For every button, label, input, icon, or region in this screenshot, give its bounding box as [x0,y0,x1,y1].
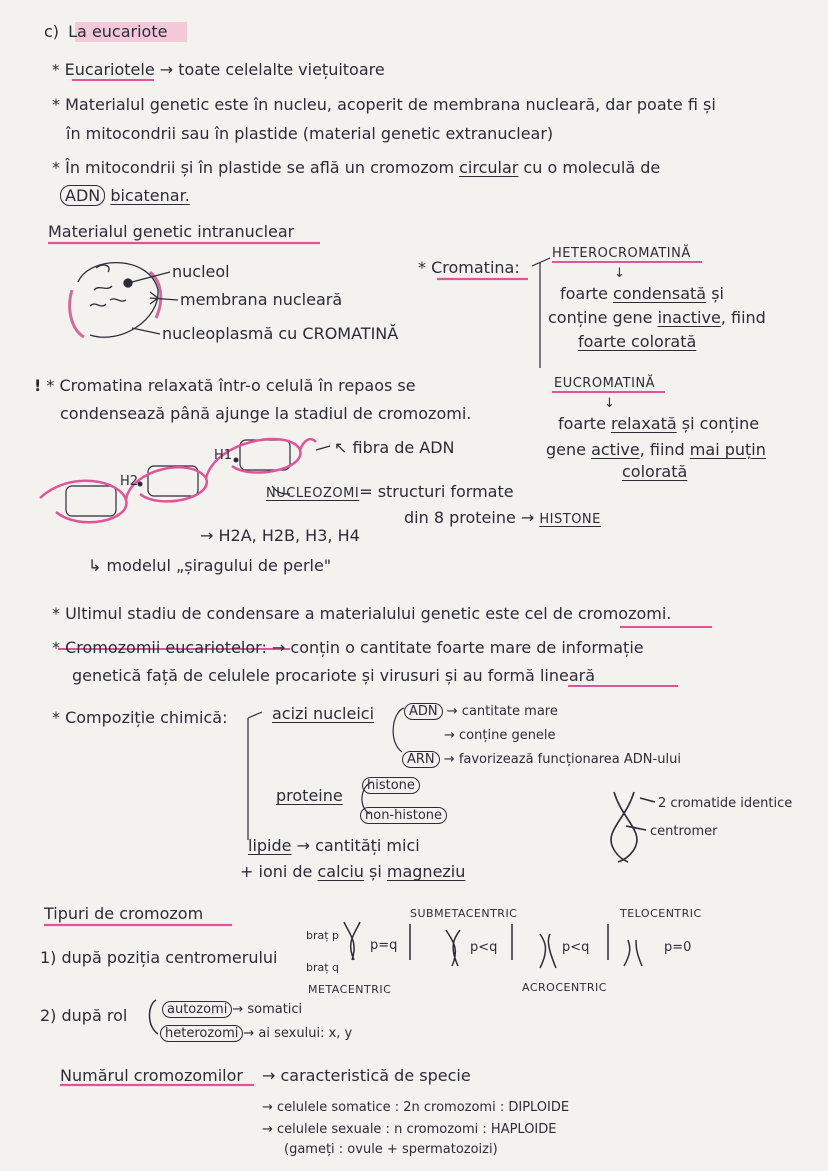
nonhistone-pill-row [360,806,447,826]
ioni-row [240,862,465,882]
hetero-note: → ai sexului: x, y [243,1026,353,1041]
cromatina-label [418,258,520,278]
histone-pill: histone [362,777,420,794]
telo-label: TELOCENTRIC [620,907,702,920]
label-membrana: membrana nucleară [180,290,343,309]
bullet-star-icon: * [52,158,66,177]
t3: , fiind [720,308,766,327]
meta-eq: p=q [370,938,398,953]
submeta-eq: p<q [470,940,498,955]
t1: conține gene [548,308,658,327]
eucariotele-def: → toate celelalte viețuitoare [159,60,385,79]
text-c: cu o moleculă de [518,158,661,177]
cromatina-text: Cromatina: [431,258,520,277]
auto-note: → somatici [232,1002,303,1017]
bullet-material-line1 [52,95,716,115]
numar-l2: → celulele somatice : 2n cromozomi : DIPLOIDE [262,1100,570,1115]
lineara-term: formă lineară [487,666,596,685]
compozitie-label [52,708,227,728]
eu-line3: colorată [622,462,688,481]
bullet-material-line2: în mitocondrii sau în plastide (material genetic extranuclear) [66,124,554,143]
relaxata-term: relaxată [611,414,677,433]
submeta-label: SUBMETACENTRIC [410,907,518,920]
numar-l4: (gameți : ovule + spermatozoizi) [284,1142,498,1157]
brat-p-label: braț p [306,929,340,942]
histone-term: HISTONE [539,512,601,527]
circular-term: circular [459,158,519,177]
bullet-star-icon: * [52,61,60,79]
t1: foarte [558,414,612,433]
t1: genetică față de celulele procariote și virusuri și au [72,666,488,685]
fibra-text: fibra de ADN [352,438,455,457]
text-a: În mitocondrii și în plastide se află un cromozom [65,158,460,177]
t3: și [363,862,387,881]
tipuri-heading: Tipuri de cromozom [44,904,204,923]
section-title: La eucariote [68,22,168,41]
t3: și [706,284,724,303]
hetero-pill: heterozomi [160,1025,243,1042]
hetero-line2 [548,308,766,328]
arrow-left-icon: ↖ [334,438,353,457]
nonhistone-pill: non-histone [360,807,447,824]
hetero-line1 [560,284,724,304]
bullet-text: Materialul genetic este în nucleu, acoperit de membrana nucleară, dar poate fi și [65,95,716,114]
acizi-label: acizi nucleici [272,704,375,723]
cromatide-label: 2 cromatide identice [658,796,793,811]
acro-label: ACROCENTRIC [522,981,607,994]
compozitie-text: Compoziție chimică: [65,708,228,727]
t1: Ultimul stadiu de condensare a materialului genetic este cel de [65,604,578,623]
acro-eq: p<q [562,940,590,955]
arrow-down-icon: ↓ [604,396,615,411]
arn-pill: ARN [402,751,440,768]
crit1: 1) după poziția centromerului [40,948,278,967]
brat-q-label: braț q [306,961,340,974]
bullet-star-icon: * [46,376,55,395]
eucariotele-term: Eucariotele [64,60,155,79]
t1: gene [546,440,592,459]
magneziu-term: magneziu [386,862,466,881]
bullet-star-icon: * [418,258,432,277]
eu-line2 [546,440,766,460]
label-h1: H1 [214,448,233,463]
inactive-term: inactive [657,308,721,327]
eu-line1 [558,414,759,434]
condensata-term: condensată [613,284,707,303]
lipide-row [248,836,420,856]
adn-note2: → conține genele [444,728,556,743]
hetero-row [160,1024,352,1044]
bullet-star-icon: * [52,95,66,114]
auto-row [162,1000,302,1020]
label-nucleol: nucleol [172,262,230,281]
nucleozomi-term: NUCLEOZOMI [266,486,360,501]
adn-pill: ADN [60,185,105,206]
relax-text1: Cromatina relaxată într-o celulă în repaos se [59,376,416,395]
hetero-line3: foarte colorată [578,332,697,351]
bullet-ultimul [52,604,671,624]
label-fibra [334,438,455,458]
t3: . [666,604,672,623]
bullet-star-icon: * [52,708,66,727]
histone-pill-row [362,776,420,796]
label-h2: H2 [120,474,139,489]
nucleosome-drawing [40,439,330,522]
relax-line1 [34,376,416,396]
bullet-eucariotele [52,60,385,80]
auto-pill: autozomi [162,1001,232,1018]
cromozomii-term: Cromozomii eucariotelor [65,638,262,657]
chromosome-x-drawing [611,792,655,862]
eu-title: EUCROMATINĂ [554,376,656,391]
active-term: active [591,440,640,459]
bullet-star-icon: * [52,604,66,623]
t3: , fiind [639,440,690,459]
telo-eq: p=0 [664,940,692,955]
numar-l3: → celulele sexuale : n cromozomi : HAPLOIDE [262,1122,557,1137]
t1: foarte [560,284,614,303]
nucleozomi-def1: = structuri formate [359,482,514,501]
t3: și conține [676,414,760,433]
calciu-term: calciu [317,862,364,881]
adn-note1: → cantitate mare [446,704,558,719]
centromer-label: centromer [650,824,718,839]
bullet-cromozomii-line1 [52,638,644,658]
numar-l1: → caracteristică de specie [262,1066,471,1085]
exclamation-icon: ! [34,376,42,395]
mai-putin-term: mai puțin [689,440,766,459]
adn-pill: ADN [404,703,443,720]
cromozomi-term: cromozomi [577,604,667,623]
histone-types: → H2A, H2B, H3, H4 [200,526,360,545]
arrow-down-icon: ↓ [614,266,625,281]
bicatenar-term: bicatenar. [110,186,190,205]
label-proteine [404,508,601,530]
arn-note: → favorizează funcționarea ADN-ului [443,752,681,767]
relax-line2: condensează până ajunge la stadiul de cromozomi. [60,404,472,423]
section-c [44,22,167,42]
nucleozomi-def2: din 8 proteine → [404,508,540,527]
bullet-star-icon: * [52,638,66,657]
hetero-title: HETEROCROMATINĂ [552,246,691,261]
section-prefix: c) [44,22,60,41]
meta-label: METACENTRIC [308,983,392,996]
heading-intranuclear: Materialul genetic intranuclear [48,222,295,241]
label-nucleoplasma: nucleoplasmă cu CROMATINĂ [162,324,399,343]
crit2: 2) după rol [40,1006,128,1025]
label-nucleozomi [266,482,514,504]
t1: + ioni de [240,862,318,881]
t2: : → conțin o cantitate foarte mare de informație [261,638,644,657]
lipide-note: → cantități mici [291,836,420,855]
numar-title: Numărul cromozomilor [60,1066,243,1085]
model-perle: ↳ modelul „șiragului de perle" [88,556,332,575]
arn-row [402,750,681,770]
bullet-mitocondrii-line2 [60,186,190,206]
lipide-term: lipide [248,836,292,855]
proteine-label: proteine [276,786,343,805]
bullet-cromozomii-line2 [72,666,595,686]
bullet-mitocondrii-line1 [52,158,660,178]
adn-row [404,702,558,722]
